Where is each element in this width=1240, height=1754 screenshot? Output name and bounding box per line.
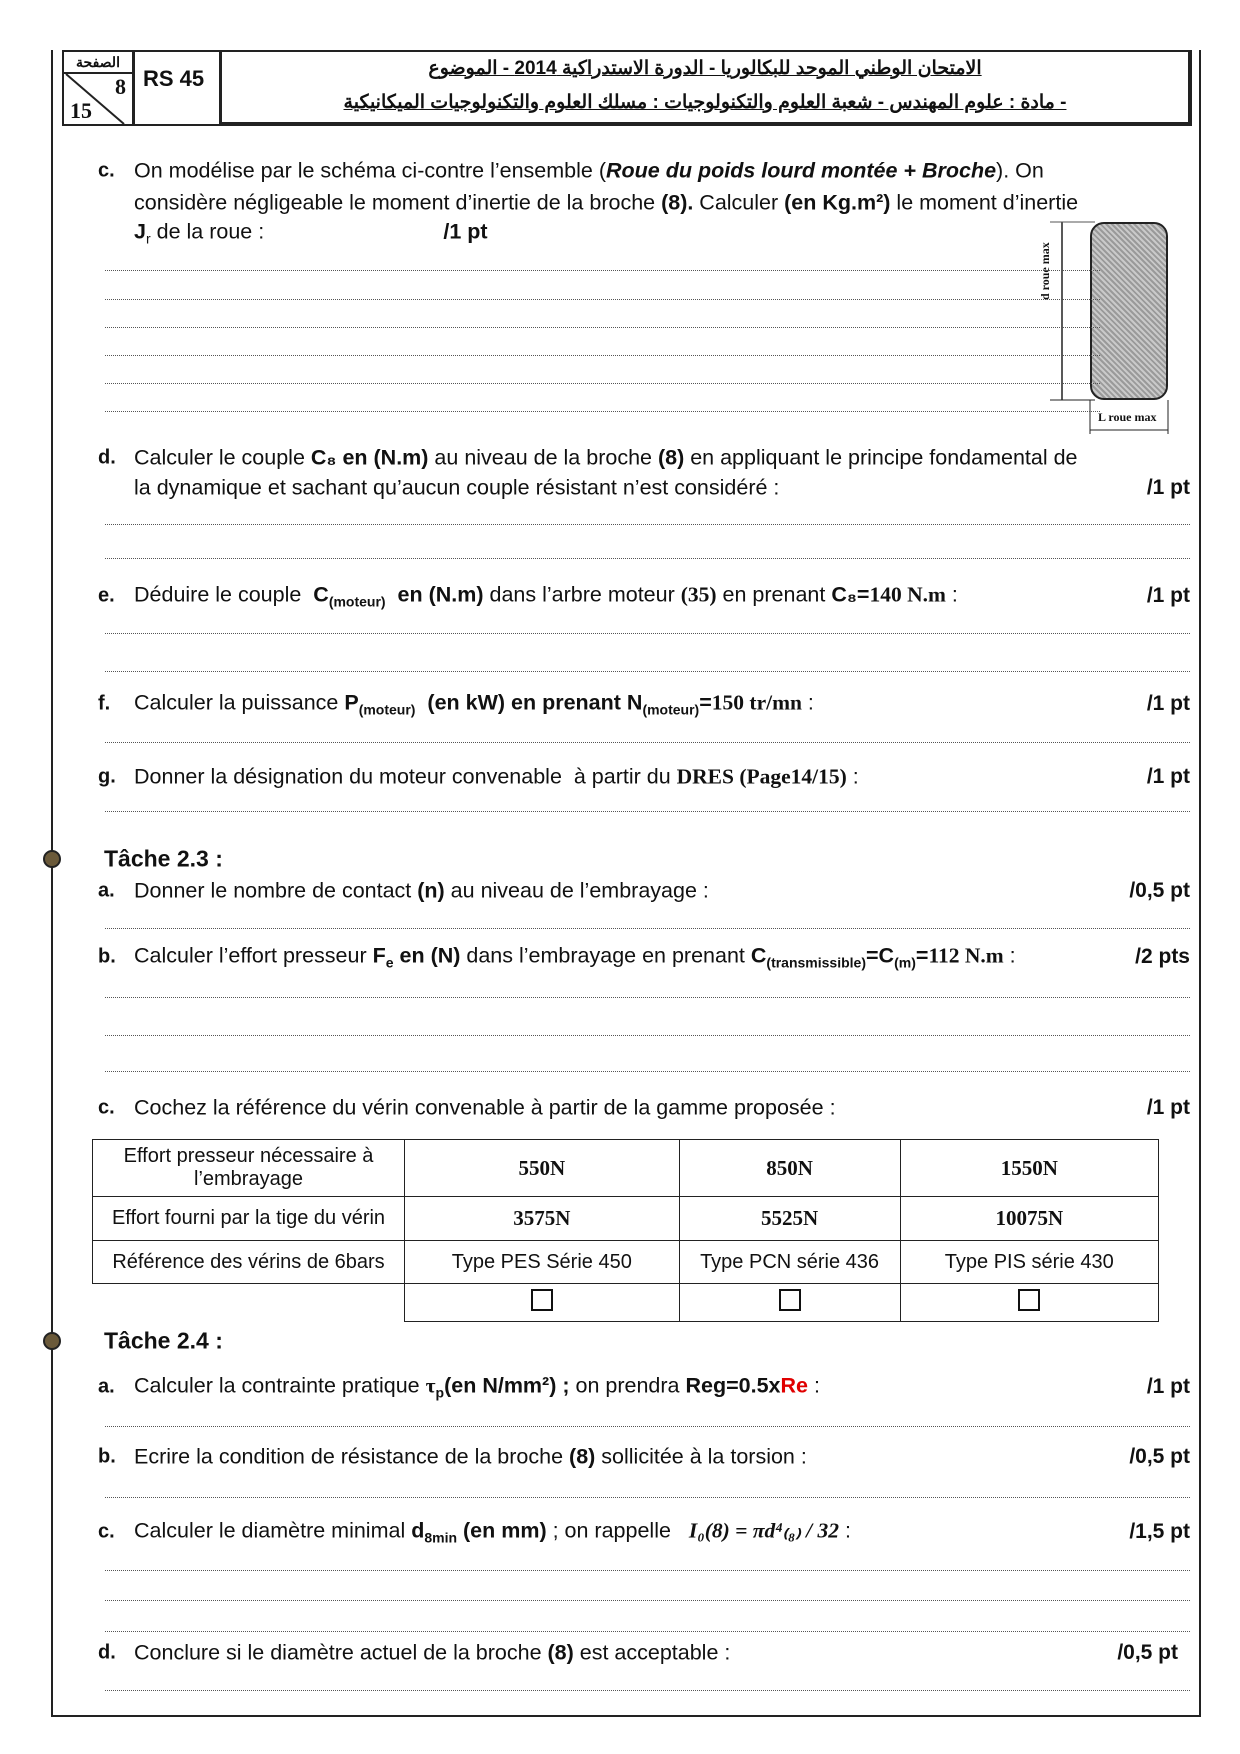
answer-line[interactable] — [105, 742, 1190, 743]
question-letter: c. — [98, 1520, 115, 1543]
question-text — [134, 476, 779, 501]
text-segment: C₈= — [831, 582, 870, 607]
question-text — [134, 943, 1016, 970]
answer-line[interactable] — [105, 1497, 1190, 1498]
task-heading: Tâche 2.4 : — [104, 1327, 223, 1354]
row-header-text: Référence des vérins de 6bars — [112, 1250, 385, 1273]
text-segment: d — [411, 1518, 425, 1543]
text-segment: Calculer l’effort presseur — [134, 943, 373, 968]
text-segment: Calculer la puissance — [134, 690, 345, 715]
text-segment: (en Kg.m²) — [784, 190, 891, 215]
table-row — [93, 1241, 1159, 1284]
points-label: /1 pt — [1146, 1096, 1190, 1119]
question-letter: a. — [98, 1375, 115, 1398]
text-segment: /1 pt — [264, 219, 488, 244]
text-segment: Cochez la référence du vérin convenable à partir de la gamme proposée : — [134, 1095, 836, 1120]
text-segment: le moment d’inertie — [890, 190, 1079, 215]
answer-line[interactable] — [105, 355, 1100, 356]
answer-line[interactable] — [105, 383, 1100, 384]
text-segment: I₀(8) = πd⁴₍₈₎ / 32 — [688, 1518, 840, 1543]
text-segment: Ecrire la condition de résistance de la broche — [134, 1444, 570, 1469]
row-header: Effort presseur nécessaire à l’embrayage — [93, 1140, 405, 1197]
binder-hole — [43, 850, 61, 868]
text-segment: = — [699, 690, 712, 715]
text-segment: Roue du poids lourd montée + Broche — [606, 158, 997, 183]
text-segment: (transmissible) — [766, 954, 866, 971]
question-text — [134, 1096, 836, 1121]
question-letter: a. — [98, 879, 115, 902]
answer-line[interactable] — [105, 633, 1190, 634]
text-segment: p — [435, 1384, 445, 1401]
force-cell: 5525N — [679, 1197, 900, 1241]
text-segment: au niveau de l’embrayage : — [444, 878, 709, 903]
text-segment: (moteur) — [328, 593, 386, 610]
checkbox-cell — [405, 1284, 680, 1322]
text-segment: : — [1003, 943, 1016, 968]
answer-line[interactable] — [105, 299, 1100, 300]
table-row — [93, 1284, 1159, 1322]
question-text — [134, 191, 1078, 216]
task-heading: Tâche 2.3 : — [104, 845, 223, 872]
text-segment: (moteur) — [358, 701, 416, 718]
answer-line[interactable] — [105, 811, 1190, 812]
table-row — [93, 1197, 1159, 1241]
answer-line[interactable] — [105, 1631, 1190, 1632]
text-segment: (en mm) — [457, 1518, 547, 1543]
answer-line[interactable] — [105, 671, 1190, 672]
text-segment: dans l’arbre moteur — [483, 582, 681, 607]
text-segment: =C — [866, 943, 895, 968]
question-text — [134, 446, 1078, 471]
force-cell: 10075N — [900, 1197, 1158, 1241]
answer-line[interactable] — [105, 1426, 1190, 1427]
text-segment: sollicitée à la torsion : — [595, 1444, 807, 1469]
answer-line[interactable] — [105, 997, 1190, 998]
question-text — [134, 1641, 730, 1666]
text-segment: en appliquant le principe fondamental de — [684, 445, 1078, 470]
points-label: /2 pts — [1135, 945, 1190, 968]
text-segment: : — [839, 1518, 851, 1543]
text-segment: est acceptable : — [573, 1640, 731, 1665]
text-segment: On modélise par le schéma ci-contre l’ensemble ( — [134, 158, 607, 183]
answer-line[interactable] — [105, 1690, 1190, 1691]
text-segment: P — [344, 690, 359, 715]
text-segment: (8) — [657, 445, 685, 470]
text-segment: de la roue : — [150, 219, 265, 244]
points-label: /1 pt — [1146, 584, 1190, 607]
effort-cell: 1550N — [900, 1140, 1158, 1197]
answer-line[interactable] — [105, 270, 1100, 271]
text-segment: = — [915, 943, 929, 968]
question-text — [134, 582, 958, 609]
checkbox-pes-450[interactable] — [531, 1289, 553, 1311]
question-text — [134, 219, 488, 246]
text-segment: Donner le nombre de contact — [134, 878, 418, 903]
text-segment: C₈ en (N.m) — [310, 445, 429, 470]
points-label: /1 pt — [1146, 765, 1190, 788]
question-letter: d. — [98, 446, 116, 469]
text-segment: considère négligeable le moment d’inertie de la broche — [134, 190, 662, 215]
effort-cell: 550N — [405, 1140, 680, 1197]
text-segment: ). On — [996, 158, 1044, 183]
text-segment: τ — [425, 1373, 436, 1398]
diameter-label: d roue max — [1038, 242, 1052, 300]
points-label: /0,5 pt — [1117, 1641, 1178, 1664]
question-text — [134, 879, 709, 904]
text-segment: C — [750, 943, 767, 968]
question-text — [134, 1445, 807, 1470]
text-segment: Re — [780, 1373, 808, 1398]
text-segment: Conclure si le diamètre actuel de la broche — [134, 1640, 548, 1665]
exam-title — [220, 50, 1192, 126]
text-segment: C — [313, 582, 329, 607]
answer-line[interactable] — [105, 928, 1190, 929]
text-segment: : — [846, 764, 859, 789]
text-segment: (8) — [569, 1444, 596, 1469]
points-label: /1 pt — [1146, 1375, 1190, 1398]
text-segment: : — [807, 1373, 820, 1398]
question-letter: c. — [98, 159, 115, 182]
text-segment: Reg=0.5x — [685, 1373, 781, 1398]
text-segment: au niveau de la broche — [428, 445, 658, 470]
text-segment: r — [145, 230, 151, 247]
points-label: /0,5 pt — [1129, 879, 1190, 902]
text-segment: en (N.m) — [385, 582, 484, 607]
reference-cell: Type PIS série 430 — [900, 1241, 1158, 1284]
question-text — [134, 765, 859, 790]
text-segment: 150 tr/mn — [711, 690, 802, 715]
points-label: /1 pt — [1146, 692, 1190, 715]
force-cell: 3575N — [405, 1197, 680, 1241]
text-segment: (m) — [894, 954, 916, 971]
text-segment: (n) — [417, 878, 445, 903]
text-segment: : — [945, 582, 958, 607]
text-segment: (en kW) en prenant N — [415, 690, 643, 715]
reference-cell: Type PES Série 450 — [405, 1241, 680, 1284]
question-letter: e. — [98, 584, 115, 607]
page-current: 8 — [115, 74, 126, 99]
answer-line[interactable] — [105, 1071, 1190, 1072]
text-segment: 8min — [424, 1529, 458, 1546]
text-segment: e — [385, 954, 394, 971]
checkbox-pcn-436[interactable] — [779, 1289, 801, 1311]
question-text — [134, 690, 814, 717]
exam-code: RS 45 — [133, 50, 221, 126]
question-text — [134, 159, 1044, 184]
text-segment: (8). — [661, 190, 694, 215]
answer-line[interactable] — [105, 327, 1100, 328]
text-segment: Calculer — [693, 190, 785, 215]
width-label: L roue max — [1098, 410, 1157, 424]
question-text — [134, 1518, 851, 1545]
title-line-2: - مادة : علوم المهندس - شعبة العلوم والتكنولوجيات : مسلك العلوم والتكنولوجيات الميكانيكية — [343, 92, 1067, 113]
table-row — [93, 1140, 1159, 1197]
text-segment: DRES (Page14/15) — [676, 764, 847, 789]
text-segment: (35) — [680, 582, 717, 607]
question-letter: c. — [98, 1096, 115, 1119]
question-letter: b. — [98, 1445, 116, 1468]
question-letter: d. — [98, 1641, 116, 1664]
answer-line[interactable] — [105, 1570, 1190, 1571]
binder-hole — [43, 1332, 61, 1350]
answer-line[interactable] — [105, 1600, 1190, 1601]
question-letter: b. — [98, 945, 116, 968]
points-label: /0,5 pt — [1129, 1445, 1190, 1468]
cylinder-selection-table — [92, 1139, 1159, 1322]
text-segment: Déduire le couple — [134, 582, 314, 607]
checkbox-pis-430[interactable] — [1018, 1289, 1040, 1311]
row-header — [93, 1241, 405, 1284]
checkbox-cell — [900, 1284, 1158, 1322]
text-segment: : — [801, 690, 814, 715]
text-segment: Donner la désignation du moteur convenable à partir du — [134, 764, 677, 789]
checkbox-cell — [679, 1284, 900, 1322]
text-segment: Calculer le diamètre minimal — [134, 1518, 412, 1543]
title-line-1: الامتحان الوطني الموحد للبكالوريا - الدورة الاستدراكية 2014 - الموضوع — [428, 58, 982, 79]
dimension-lines — [1040, 218, 1180, 438]
text-segment: J — [134, 219, 146, 244]
text-segment: (en N/mm²) ; — [444, 1373, 570, 1398]
text-segment: ; on rappelle — [546, 1518, 689, 1543]
text-segment: (moteur) — [642, 701, 700, 718]
text-segment: en prenant — [716, 582, 832, 607]
text-segment: dans l’embrayage en prenant — [460, 943, 751, 968]
question-letter: g. — [98, 765, 116, 788]
points-label: /1 pt — [1146, 476, 1190, 499]
text-segment: 112 N.m — [928, 943, 1004, 968]
text-segment: on prendra — [569, 1373, 686, 1398]
text-segment: en (N) — [393, 943, 461, 968]
answer-line[interactable] — [105, 411, 1100, 412]
answer-line[interactable] — [105, 1035, 1190, 1036]
answer-line[interactable] — [105, 524, 1190, 525]
answer-line[interactable] — [105, 558, 1190, 559]
text-segment: 140 N.m — [869, 582, 946, 607]
page-label: الصفحة — [64, 52, 132, 74]
reference-cell: Type PCN série 436 — [679, 1241, 900, 1284]
page-number-box — [62, 50, 134, 126]
question-letter: f. — [98, 692, 111, 715]
text-segment: F — [372, 943, 386, 968]
points-label: /1,5 pt — [1129, 1520, 1190, 1543]
text-segment: la dynamique et sachant qu’aucun couple résistant n’est considéré : — [134, 475, 780, 500]
text-segment: (8) — [547, 1640, 574, 1665]
row-header: Effort fourni par la tige du vérin — [93, 1197, 405, 1241]
question-text — [134, 1373, 820, 1400]
effort-cell: 850N — [679, 1140, 900, 1197]
text-segment: Calculer la contrainte pratique — [134, 1373, 426, 1398]
text-segment: Calculer le couple — [134, 445, 311, 470]
page-total: 15 — [70, 98, 92, 123]
